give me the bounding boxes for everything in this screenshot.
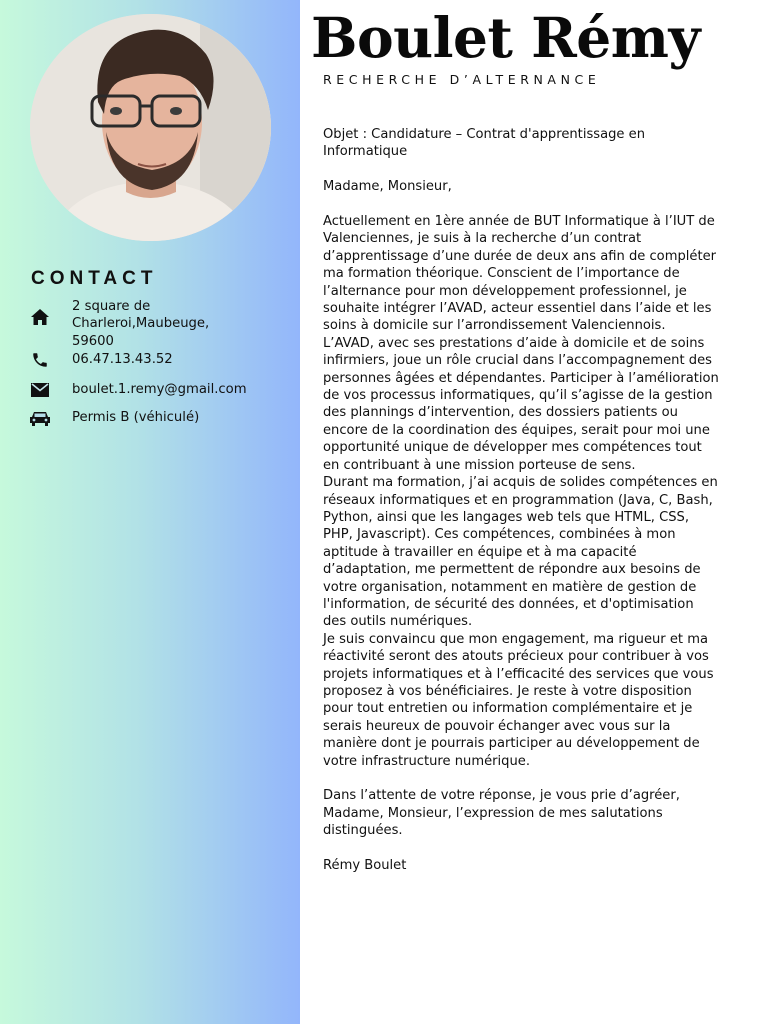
car-icon (30, 409, 50, 427)
letter-line: l’alternance pour mon développement professionnel, je (323, 283, 687, 299)
letter-line: Durant ma formation, j’ai acquis de solides compétences en (323, 475, 718, 491)
letter-line: Je suis convaincu que mon engagement, ma rigueur et ma (323, 631, 708, 647)
letter-line: d’adaptation, me permettent de répondre aux besoins de (323, 562, 701, 578)
letter-paragraph-1 (323, 213, 748, 335)
letter-line: manière dont je pourrais participer au développement de (323, 736, 700, 752)
contact-heading: CONTACT (31, 268, 158, 289)
letter-line: personnes âgées et dépendantes. Participer à l’amélioration (323, 370, 719, 386)
subtitle: RECHERCHE D’ALTERNANCE (323, 72, 601, 87)
letter-line: en contribuant à une mission porteuse de sens. (323, 457, 636, 473)
phone-icon (30, 351, 50, 369)
letter-paragraph-2 (323, 335, 748, 474)
letter-line: Dans l’attente de votre réponse, je vous prie d’agréer, (323, 788, 680, 804)
letter-line: votre infrastructure numérique. (323, 753, 530, 769)
letter-closing (323, 787, 748, 839)
letter-paragraph-3 (323, 474, 748, 631)
letter-line: des plannings d’intervention, des dossiers patients ou (323, 405, 678, 421)
letter-line: distinguées. (323, 823, 403, 839)
address-line: Charleroi,Maubeuge, (72, 316, 210, 332)
letter-line: Actuellement en 1ère année de BUT Informatique à l’IUT de (323, 214, 715, 229)
contact-phone (30, 351, 173, 369)
letter-line: Python, ainsi que les langages web tels que HTML, CSS, (323, 509, 690, 525)
mail-icon (30, 381, 50, 399)
home-icon (30, 308, 50, 326)
contact-license (30, 409, 199, 427)
letter-line: Valenciennes, je suis à la recherche d’un contrat (323, 231, 642, 247)
letter-line: des outils numériques. (323, 614, 473, 630)
letter-line: Madame, Monsieur, l’expression de mes salutations (323, 805, 663, 821)
letter-line: d’apprentissage d’une durée de deux ans afin de compléter (323, 248, 717, 264)
sidebar (0, 0, 300, 1024)
address-line: 2 square de (72, 299, 151, 314)
profile-photo (30, 14, 271, 241)
letter-line: ma formation théorique. Conscient de l’importance de (323, 266, 680, 282)
letter-line: l'information, de sécurité des données, et d'optimisation (323, 596, 694, 612)
contact-address (30, 298, 209, 350)
letter-line: soins à domicile sur l’arrondissement Valenciennois. (323, 318, 666, 334)
profile-photo-illustration (30, 14, 271, 241)
phone-text: 06.47.13.43.52 (72, 352, 173, 367)
address-text (72, 298, 209, 350)
letter-line: serais heureux de pouvoir échanger avec vous sur la (323, 718, 671, 734)
letter-line: de vos processus informatiques, qu’il s’agisse de la gestion (323, 388, 713, 404)
letter-line: réactivité seront des atouts précieux pour contribuer à vos (323, 649, 709, 665)
letter-line: projets informatiques et à l’efficacité des services que vous (323, 666, 714, 682)
letter-line: aptitude à travailler en équipe et à ma capacité (323, 544, 637, 560)
letter-line: votre organisation, notamment en matière de gestion de (323, 579, 697, 595)
contact-email (30, 381, 247, 399)
letter-line: PHP, Javascript). Ces compétences, combinées à mon (323, 527, 676, 543)
letter-line: pour tout entretien ou information complémentaire et je (323, 701, 693, 717)
letter-line: Informatique (323, 144, 408, 160)
cover-letter (323, 126, 748, 874)
letter-line: infirmiers, joue un rôle crucial dans l’accompagnement des (323, 353, 712, 369)
letter-signature: Rémy Boulet (323, 858, 407, 873)
letter-line: Objet : Candidature – Contrat d'apprentissage en (323, 127, 646, 142)
letter-line: L’AVAD, avec ses prestations d’aide à domicile et de soins (323, 335, 705, 351)
letter-line: réseaux informatiques et en programmation (Java, C, Bash, (323, 492, 713, 508)
letter-paragraph-4 (323, 631, 748, 770)
letter-line: opportunité unique de développer mes compétences tout (323, 440, 702, 456)
letter-line: encore de la coordination des équipes, serait pour moi une (323, 422, 710, 438)
letter-subject (323, 126, 748, 161)
license-text: Permis B (véhiculé) (72, 410, 200, 425)
letter-line: proposez à vos bénéficiaires. Je reste à votre disposition (323, 683, 692, 699)
email-text: boulet.1.remy@gmail.com (72, 382, 247, 397)
letter-greeting: Madame, Monsieur, (323, 179, 452, 195)
page-title: Boulet Rémy (311, 5, 700, 70)
letter-line: souhaite intégrer l’AVAD, acteur essentiel dans l’aide et les (323, 301, 712, 317)
address-line: 59600 (72, 333, 114, 349)
